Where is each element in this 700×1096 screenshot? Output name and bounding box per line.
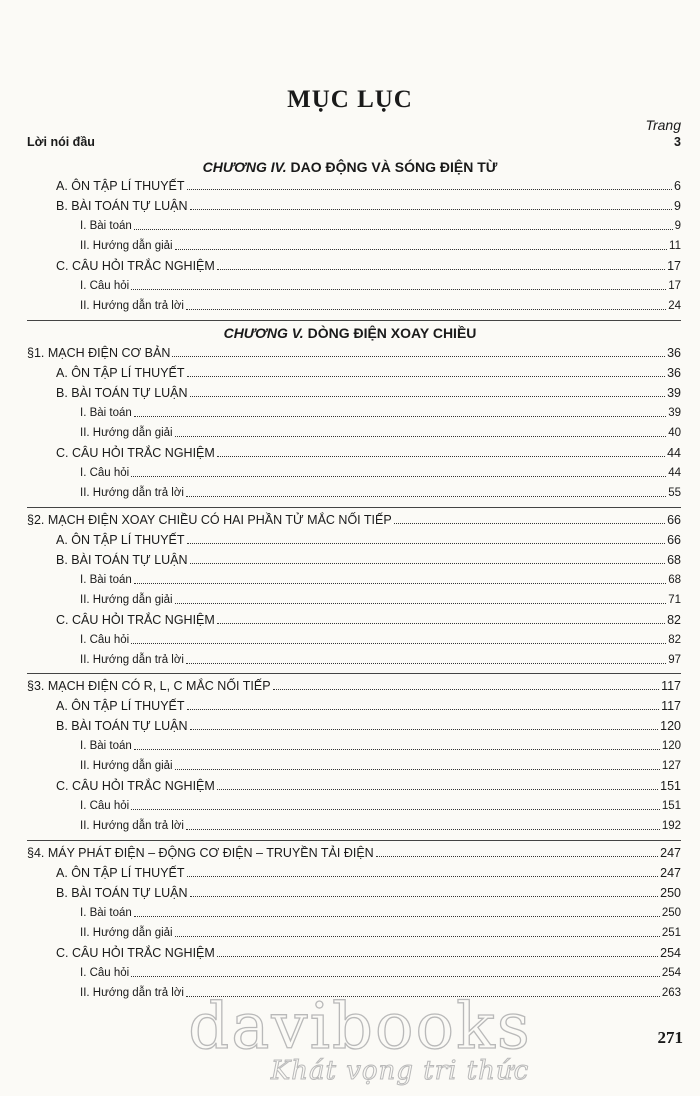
toc-entry-label: II. Hướng dẫn trả lời [80,654,184,666]
chapter-prefix: CHƯƠNG V. [223,325,304,341]
toc-entry[interactable] [56,552,681,568]
toc-entry-label: Lời nói đầu [27,135,95,149]
toc-entry[interactable] [56,385,681,401]
toc-entry-page: 39 [667,386,681,400]
toc-entry[interactable] [80,738,681,754]
toc-entry[interactable] [56,445,681,461]
toc-entry[interactable] [56,778,681,794]
toc-entry-page: 40 [668,427,681,439]
toc-entry-page: 251 [661,927,681,939]
toc-entry-page: 117 [661,679,681,693]
toc-entry-label: B. BÀI TOÁN TỰ LUẬN [56,886,188,900]
dot-leader [187,542,666,544]
chapter-heading-4 [0,159,700,175]
watermark-brand: davibooks [188,990,532,1064]
toc-entry-label: A. ÔN TẬP LÍ THUYẾT [56,699,185,713]
toc-entry[interactable] [56,718,681,734]
chapter-heading-5 [0,325,700,341]
toc-entry[interactable] [80,425,681,441]
dot-leader [190,562,666,564]
toc-section-entry[interactable] [27,678,681,694]
dot-leader [190,895,659,897]
toc-entry-label: II. Hướng dẫn trả lời [80,487,184,499]
toc-entry-label: I. Câu hỏi [80,800,130,812]
toc-entry[interactable] [80,965,681,981]
toc-entry-label: II. Hướng dẫn giải [80,760,173,772]
toc-entry-page: 66 [667,533,681,547]
toc-entry-page: 120 [661,740,681,752]
chapter-prefix: CHƯƠNG IV. [202,159,287,175]
toc-entry-label: C. CÂU HỎI TRẮC NGHIỆM [56,613,215,627]
toc-entry-page: 68 [667,553,681,567]
toc-entry[interactable] [80,405,681,421]
page-number: 271 [657,1028,683,1047]
toc-entry-page: 9 [674,199,681,213]
toc-entry[interactable] [80,298,681,314]
toc-entry-page: 254 [660,946,681,960]
toc-entry[interactable] [56,612,681,628]
toc-entry-page: 250 [660,886,681,900]
toc-entry-label: II. Hướng dẫn trả lời [80,820,184,832]
toc-entry-label: A. ÔN TẬP LÍ THUYẾT [56,866,185,880]
toc-entry-label: I. Bài toán [80,407,132,419]
toc-entry-label: A. ÔN TẬP LÍ THUYẾT [56,366,185,380]
toc-entry-intro[interactable] [27,134,681,150]
dot-leader [187,375,666,377]
chapter-name: DAO ĐỘNG VÀ SÓNG ĐIỆN TỪ [290,159,498,175]
toc-entry[interactable] [80,925,681,941]
toc-entry-page: 151 [660,779,681,793]
toc-entry-page: 254 [661,967,681,979]
toc-entry-page: 11 [669,240,681,252]
toc-entry-label: II. Hướng dẫn giải [80,427,173,439]
toc-entry-page: 39 [668,407,681,419]
toc-entry-label: I. Câu hỏi [80,467,130,479]
toc-entry-page: 44 [667,446,681,460]
dot-leader [131,642,666,644]
dot-leader [172,355,665,357]
dot-leader [217,622,665,624]
dot-leader [175,768,660,770]
toc-entry-label: I. Bài toán [80,574,132,586]
toc-entry-page: 120 [660,719,681,733]
toc-entry[interactable] [56,258,681,274]
toc-entry-label: I. Câu hỏi [80,967,130,979]
dot-leader [131,288,666,290]
toc-entry-page: 263 [661,987,681,999]
toc-entry-label: B. BÀI TOÁN TỰ LUẬN [56,553,188,567]
toc-entry-page: 97 [668,654,681,666]
toc-entry[interactable] [56,885,681,901]
toc-entry[interactable] [56,365,681,381]
dot-leader [131,475,666,477]
toc-entry-page: 117 [661,699,681,713]
dot-leader [186,495,666,497]
toc-entry-label: C. CÂU HỎI TRẮC NGHIỆM [56,446,215,460]
toc-entry-page: 55 [668,487,681,499]
toc-entry[interactable] [80,238,681,254]
toc-entry-page: 192 [661,820,681,832]
dot-leader [217,955,658,957]
dot-leader [175,935,660,937]
toc-entry[interactable] [80,818,681,834]
toc-entry-page: 6 [674,179,681,193]
toc-entry-label: II. Hướng dẫn trả lời [80,987,184,999]
dot-leader [394,522,665,524]
toc-entry[interactable] [56,198,681,214]
toc-entry-label: I. Bài toán [80,740,132,752]
toc-entry[interactable] [80,278,681,294]
toc-entry-page: 44 [668,467,681,479]
dot-leader [175,248,667,250]
toc-entry-label: II. Hướng dẫn giải [80,594,173,606]
toc-entry-label: I. Câu hỏi [80,634,130,646]
toc-entry-page: 9 [674,220,681,232]
dot-leader [134,915,660,917]
toc-entry-label: I. Bài toán [80,907,132,919]
toc-entry-page: 250 [661,907,681,919]
toc-entry[interactable] [56,532,681,548]
toc-entry-label: II. Hướng dẫn trả lời [80,300,184,312]
toc-entry[interactable] [80,465,681,481]
toc-entry-page: 71 [668,594,681,606]
dot-leader [273,688,660,690]
toc-entry-label: B. BÀI TOÁN TỰ LUẬN [56,199,188,213]
toc-entry[interactable] [80,218,681,234]
dot-leader [376,855,658,857]
toc-entry-page: 127 [661,760,681,772]
dot-leader [190,728,659,730]
dot-leader [190,208,672,210]
dot-leader [217,788,658,790]
page-title: MỤC LỤC [287,86,413,113]
section-divider [27,507,681,508]
toc-entry[interactable] [80,485,681,501]
toc-entry[interactable] [56,698,681,714]
toc-entry-page: 82 [667,613,681,627]
toc-entry-label: A. ÔN TẬP LÍ THUYẾT [56,179,185,193]
toc-entry-label: A. ÔN TẬP LÍ THUYẾT [56,533,185,547]
toc-entry-page: 36 [667,346,681,360]
dot-leader [217,268,665,270]
toc-entry-page: 247 [660,846,681,860]
toc-entry-page: 3 [674,135,681,149]
dot-leader [175,435,667,437]
toc-section-entry[interactable] [27,512,681,528]
toc-entry[interactable] [80,592,681,608]
toc-entry[interactable] [80,758,681,774]
dot-leader [186,308,666,310]
dot-leader [175,602,667,604]
toc-entry-page: 66 [667,513,681,527]
toc-entry-page: 82 [668,634,681,646]
section-divider [27,840,681,841]
dot-leader [187,708,660,710]
dot-leader [190,395,666,397]
toc-entry-page: 247 [660,866,681,880]
section-divider [27,673,681,674]
toc-entry-label: C. CÂU HỎI TRẮC NGHIỆM [56,946,215,960]
toc-entry-label: B. BÀI TOÁN TỰ LUẬN [56,386,188,400]
toc-entry[interactable] [56,865,681,881]
toc-entry-page: 68 [668,574,681,586]
toc-entry-label: C. CÂU HỎI TRẮC NGHIỆM [56,259,215,273]
toc-entry[interactable] [56,178,681,194]
toc-entry-label: §1. MẠCH ĐIỆN CƠ BẢN [27,346,171,360]
dot-leader [187,188,673,190]
dot-leader [217,455,665,457]
toc-entry[interactable] [80,632,681,648]
toc-entry-label: C. CÂU HỎI TRẮC NGHIỆM [56,779,215,793]
toc-section-entry[interactable] [27,345,681,361]
toc-entry-label: §2. MẠCH ĐIỆN XOAY CHIỀU CÓ HAI PHẦN TỬ MẮC NỐI TIẾP [27,513,392,527]
toc-entry-label: I. Bài toán [80,220,132,232]
dot-leader [186,828,660,830]
chapter-name: DÒNG ĐIỆN XOAY CHIỀU [307,325,477,341]
dot-leader [134,228,673,230]
toc-entry-page: 17 [667,259,681,273]
toc-entry-page: 36 [667,366,681,380]
dot-leader [134,748,660,750]
toc-entry-label: §3. MẠCH ĐIỆN CÓ R, L, C MẮC NỐI TIẾP [27,679,271,693]
toc-entry-label: §4. MÁY PHÁT ĐIỆN – ĐỘNG CƠ ĐIỆN – TRUYỀN TẢI ĐIỆN [27,846,374,860]
dot-leader [134,415,666,417]
watermark-slogan: Khát vọng tri thức [270,1056,530,1086]
toc-entry-label: I. Câu hỏi [80,280,130,292]
toc-entry[interactable] [56,945,681,961]
dot-leader [131,808,660,810]
toc-entry[interactable] [80,798,681,814]
dot-leader [134,582,666,584]
dot-leader [186,662,666,664]
toc-entry-label: B. BÀI TOÁN TỰ LUẬN [56,719,188,733]
toc-entry-page: 151 [661,800,681,812]
toc-entry-label: II. Hướng dẫn giải [80,240,173,252]
dot-leader [187,875,659,877]
chapter-divider [27,320,681,321]
toc-entry-page: 24 [668,300,681,312]
page-column-header: Trang [645,117,681,133]
toc-entry-label: II. Hướng dẫn giải [80,927,173,939]
toc-section-entry[interactable] [27,845,681,861]
toc-entry-page: 17 [668,280,681,292]
toc-entry[interactable] [80,905,681,921]
toc-entry[interactable] [80,652,681,668]
dot-leader [131,975,660,977]
toc-entry[interactable] [80,572,681,588]
